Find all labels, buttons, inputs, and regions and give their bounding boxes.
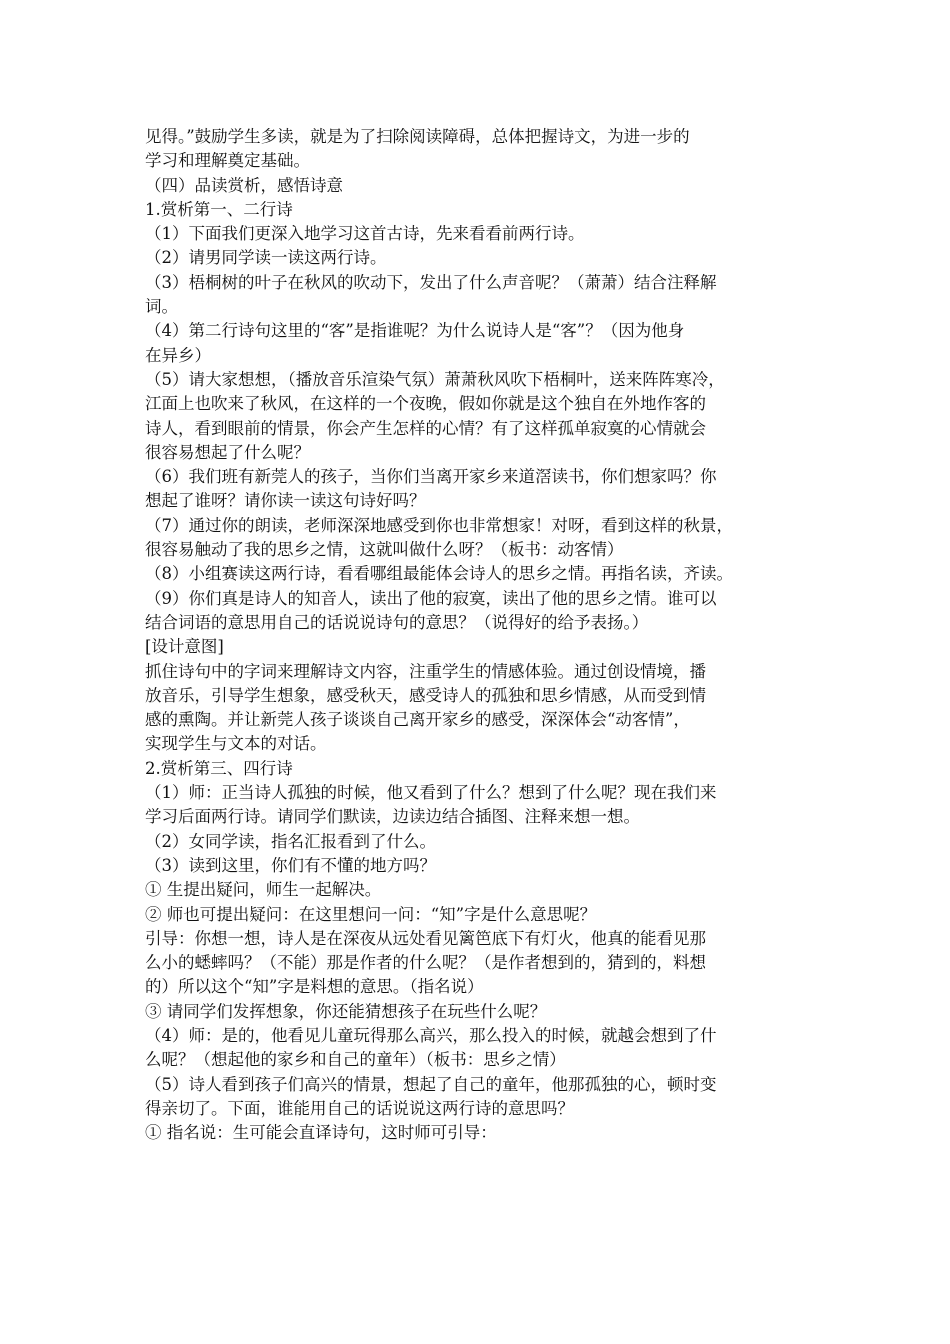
text-line: 词。 xyxy=(145,297,178,317)
text-line: 学习和理解奠定基础。 xyxy=(145,151,310,171)
text-line: 江面上也吹来了秋风，在这样的一个夜晚，假如你就是这个独自在外地作客的 xyxy=(145,394,706,414)
text-line: （5）请大家想想，（播放音乐渲染气氛）萧萧秋风吹下梧桐叶，送来阵阵寒冷， xyxy=(145,369,725,389)
text-line: 么呢？（想起他的家乡和自己的童年）（板书：思乡之情） xyxy=(145,1050,566,1070)
text-line: 想起了谁呀？请你读一读这句诗好吗？ xyxy=(145,491,426,511)
text-line: （7）通过你的朗读，老师深深地感受到你也非常想家！对呀，看到这样的秋景， xyxy=(145,515,733,535)
text-line: （8）小组赛读这两行诗，看看哪组最能体会诗人的思乡之情。再指名读，齐读。 xyxy=(145,564,733,584)
document-body xyxy=(145,125,815,1145)
text-line: ③ 请同学们发挥想象，你还能猜想孩子在玩些什么呢？ xyxy=(145,1001,547,1021)
text-line: （4）师：是的，他看见儿童玩得那么高兴，那么投入的时候，就越会想到了什 xyxy=(145,1025,717,1045)
design-intent-heading: [设计意图] xyxy=(145,637,224,657)
section-heading: （四）品读赏析，感悟诗意 xyxy=(145,175,343,195)
text-line: 实现学生与文本的对话。 xyxy=(145,734,327,754)
text-line: 抓住诗句中的字词来理解诗文内容，注重学生的情感体验。通过创设情境，播 xyxy=(145,661,706,681)
text-line: （4）第二行诗句这里的“客”是指谁呢？为什么说诗人是“客”？（因为他身 xyxy=(145,321,685,341)
text-line: 么小的蟋蟀吗？（不能）那是作者的什么呢？（是作者想到的，猜到的，料想 xyxy=(145,953,706,973)
text-line: 见得。”鼓励学生多读，就是为了扫除阅读障碍，总体把握诗文，为进一步的 xyxy=(145,127,690,146)
text-line: 感的熏陶。并让新莞人孩子谈谈自己离开家乡的感受，深深体会“动客情”， xyxy=(145,710,690,730)
text-line: ① 指名说：生可能会直译诗句，这时师可引导： xyxy=(145,1123,497,1143)
text-line: 很容易触动了我的思乡之情，这就叫做什么呀？（板书：动客情） xyxy=(145,540,624,560)
text-line: （3）读到这里，你们有不懂的地方吗？ xyxy=(145,855,436,875)
text-line: 放音乐，引导学生想象，感受秋天，感受诗人的孤独和思乡情感，从而受到情 xyxy=(145,685,706,705)
text-line: 引导：你想一想，诗人是在深夜从远处看见篱笆底下有灯火，他真的能看见那 xyxy=(145,928,706,948)
text-line: ② 师也可提出疑问：在这里想问一问：“知”字是什么意思呢？ xyxy=(145,904,597,924)
subsection-heading: 1.赏析第一、二行诗 xyxy=(145,199,293,219)
text-line: 结合词语的意思用自己的话说说诗句的意思？（说得好的给予表扬。） xyxy=(145,612,649,632)
text-line: 很容易想起了什么呢？ xyxy=(145,442,310,462)
text-line: （6）我们班有新莞人的孩子，当你们当离开家乡来道滘读书，你们想家吗？你 xyxy=(145,467,717,487)
text-line: （1）师：正当诗人孤独的时候，他又看到了什么？想到了什么呢？现在我们来 xyxy=(145,783,717,803)
text-line: （5）诗人看到孩子们高兴的情景，想起了自己的童年，他那孤独的心，顿时变 xyxy=(145,1074,717,1094)
text-line: 学习后面两行诗。请同学们默读，边读边结合插图、注释来想一想。 xyxy=(145,807,640,827)
text-line: 在异乡） xyxy=(145,345,211,365)
text-line: ① 生提出疑问，师生一起解决。 xyxy=(145,880,382,900)
text-line: （2）请男同学读一读这两行诗。 xyxy=(145,248,387,268)
text-line: 得亲切了。下面，谁能用自己的话说说这两行诗的意思吗？ xyxy=(145,1098,574,1118)
text-line: 诗人，看到眼前的情景，你会产生怎样的心情？有了这样孤单寂寞的心情就会 xyxy=(145,418,706,438)
text-line: （3）梧桐树的叶子在秋风的吹动下，发出了什么声音呢？（萧萧）结合注释解 xyxy=(145,272,717,292)
subsection-heading: 2.赏析第三、四行诗 xyxy=(145,758,293,778)
text-line: （1）下面我们更深入地学习这首古诗，先来看看前两行诗。 xyxy=(145,224,585,244)
text-line: （2）女同学读，指名汇报看到了什么。 xyxy=(145,831,436,851)
text-line: （9）你们真是诗人的知音人，读出了他的寂寞，读出了他的思乡之情。谁可以 xyxy=(145,588,717,608)
text-line: 的）所以这个“知”字是料想的意思。（指名说） xyxy=(145,977,484,997)
